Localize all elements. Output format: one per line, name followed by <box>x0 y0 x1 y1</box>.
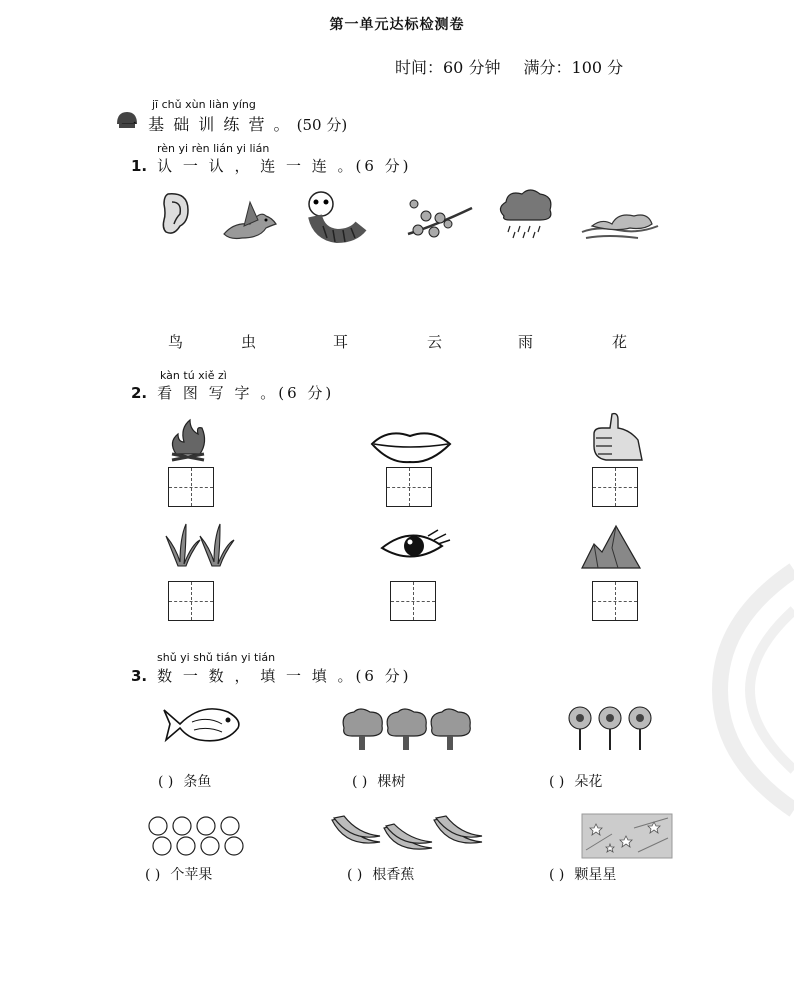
cloud-picture <box>578 204 662 244</box>
unit-label: 棵树 <box>377 774 406 790</box>
answer-blank[interactable]: ( ) <box>549 774 565 790</box>
writing-box[interactable] <box>386 467 432 507</box>
apples-picture <box>146 814 254 856</box>
q1-label: 云 <box>427 333 443 351</box>
writing-box[interactable] <box>168 581 214 621</box>
answer-blank[interactable]: ( ) <box>347 867 363 883</box>
caterpillar-picture <box>305 190 365 246</box>
writing-box[interactable] <box>168 467 214 507</box>
fire-picture <box>168 418 208 462</box>
unit-label: 条鱼 <box>183 774 212 790</box>
q1-label: 虫 <box>241 333 257 351</box>
writing-box[interactable] <box>390 581 436 621</box>
q2-text: 看 图 写 字 。(6 分) <box>157 384 335 402</box>
flower-branch-picture <box>404 194 474 244</box>
q1-text: 认 一 认 ， 连 一 连 。(6 分) <box>157 157 412 175</box>
exam-info <box>395 55 641 78</box>
answer-blank[interactable]: ( ) <box>352 774 368 790</box>
fill-fish <box>158 771 211 791</box>
flowers-picture <box>566 704 656 752</box>
section1-heading: 基 础 训 练 营 。 <box>148 115 292 134</box>
trees-picture <box>340 706 476 752</box>
unit-label: 颗星星 <box>574 867 617 883</box>
q3-prompt <box>131 665 412 686</box>
q1-label: 花 <box>612 333 628 351</box>
answer-blank[interactable]: ( ) <box>158 774 174 790</box>
q1-number: 1. <box>131 157 148 175</box>
q3-text: 数 一 数 ， 填 一 填 。(6 分) <box>157 667 412 685</box>
section1-pinyin: jī chǔ xùn liàn yíng <box>152 98 256 111</box>
ear-picture <box>158 190 194 240</box>
q2-pinyin: kàn tú xiě zì <box>160 369 227 382</box>
section1-title <box>121 112 347 135</box>
q1-prompt <box>131 155 412 176</box>
grass-picture <box>164 522 238 568</box>
time-limit: 时间：60 分钟 <box>395 58 501 77</box>
section1-points: (50 分) <box>296 116 348 134</box>
fish-picture <box>162 700 244 750</box>
bananas-picture <box>328 814 488 856</box>
fill-bananas <box>347 864 414 884</box>
full-score: 满分：100 分 <box>523 58 624 77</box>
q1-label: 鸟 <box>168 333 184 351</box>
unit-label: 个苹果 <box>170 867 213 883</box>
section1-number: 一 <box>121 115 138 134</box>
q3-number: 3. <box>131 667 148 685</box>
page-title: 第一单元达标检测卷 <box>329 17 465 33</box>
fill-apples <box>145 864 212 884</box>
stars-picture <box>582 814 672 858</box>
q2-prompt <box>131 382 334 403</box>
fill-stars <box>549 864 616 884</box>
rain-cloud-picture <box>496 186 556 240</box>
mouth-picture <box>368 424 454 466</box>
mountain-picture <box>580 524 642 570</box>
q1-label: 耳 <box>333 333 349 351</box>
writing-box[interactable] <box>592 581 638 621</box>
answer-blank[interactable]: ( ) <box>549 867 565 883</box>
writing-box[interactable] <box>592 467 638 507</box>
q2-number: 2. <box>131 384 148 402</box>
bird-picture <box>220 198 282 244</box>
watermark-seal <box>700 560 794 820</box>
unit-label: 朵花 <box>574 774 603 790</box>
answer-blank[interactable]: ( ) <box>145 867 161 883</box>
unit-label: 根香蕉 <box>372 867 415 883</box>
fill-trees <box>352 771 405 791</box>
hand-picture <box>588 410 644 462</box>
q1-pinyin: rèn yi rèn lián yi lián <box>157 142 270 155</box>
eye-picture <box>378 526 452 566</box>
q3-pinyin: shǔ yi shǔ tián yi tián <box>157 651 276 664</box>
fill-flowers <box>549 771 602 791</box>
q1-label: 雨 <box>518 333 534 351</box>
